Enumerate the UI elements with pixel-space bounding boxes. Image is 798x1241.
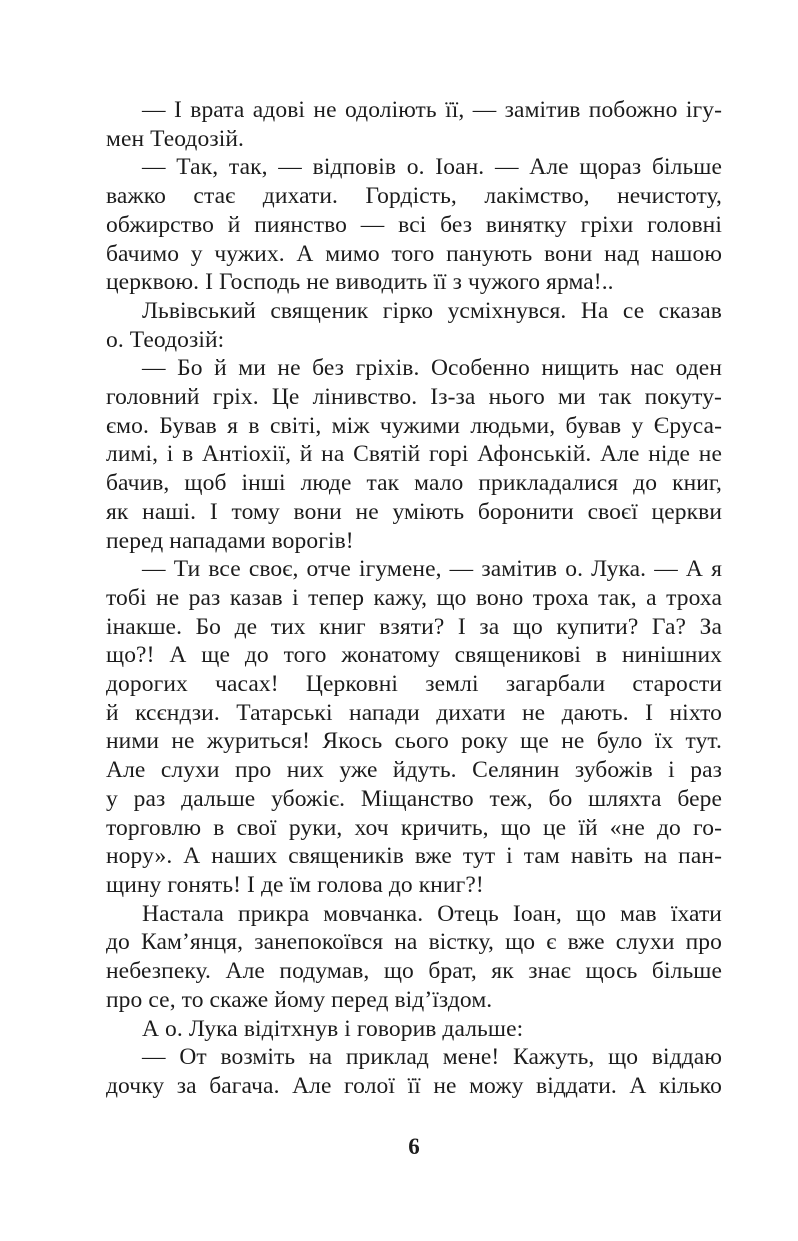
text-line: А о. Лука відітхнув і говорив дальше: [142,1015,524,1042]
text-line: важко стає дихати. Гордість, лакімство, нечистоту, [106,183,722,210]
text-line: й ксєндзи. Татарські напади дихати не дають. І ніхто [106,699,722,726]
text-line: ними не журиться! Якось сього року ще не було їх тут. [106,728,722,755]
text-line: торговлю в свої руки, хоч кричить, що це їй «не до го- [106,814,722,841]
text-line: до Кам’янця, занепокоївся на вістку, що є вже слухи про [106,929,722,956]
text-line: — Ти все своє, отче ігумене, — замітив о. Лука. — А я [142,556,722,583]
text-line: інакше. Бо де тих книг взяти? І за що купити? Га? За [106,613,722,640]
text-line: обжирство й пиянство — всі без винятку гріхи головні [106,211,722,238]
text-line: бачив, щоб інші люде так мало прикладалися до книг, [106,470,722,497]
text-line: нору». А наших священиків вже тут і там навіть на пан- [106,843,722,870]
text-line: церквою. І Господь не виводить її з чужого ярма!.. [106,269,614,296]
text-line: небезпеку. Але подумав, що брат, як знає щось більше [106,958,722,985]
text-line: про се, то скаже йому перед від’їздом. [106,986,493,1013]
text-line: Настала прикра мовчанка. Отець Іоан, що мав їхати [142,900,722,927]
text-line: — От возміть на приклад мене! Кажуть, що віддаю [142,1044,722,1071]
text-line: головний гріх. Це лінивство. Із-за нього ми так покуту- [106,384,722,411]
text-line: дочку за багача. Але голої її не можу віддати. А кілько [106,1072,722,1099]
text-line: Львівський священик гірко усміхнувся. На се сказав [142,297,722,324]
text-line: у раз дальше убожіє. Міщанство теж, бо шляхта бере [106,785,722,812]
text-line: лимі, і в Антіохії, й на Святій горі Афонській. Але ніде не [106,441,722,468]
text-line: о. Теодозій: [106,326,225,353]
text-line: перед нападами ворогів! [106,527,354,554]
text-block [106,96,722,1101]
text-line: Але слухи про них уже йдуть. Селянин зубожів і раз [106,757,722,784]
text-line: мен Теодозій. [106,125,244,152]
text-line: тобі не раз казав і тепер кажу, що воно троха так, а троха [106,584,722,611]
text-line: щину гонять! І де їм голова до книг?! [106,871,484,898]
text-line: ємо. Бував я в світі, між чужими людьми, бував у Єруса- [106,412,722,439]
page-number: 6 [408,1134,420,1159]
text-line: — Бо й ми не без гріхів. Особенно нищить нас оден [142,355,722,382]
text-line: — Так, так, — відповів о. Іоан. — Але щораз більше [142,154,722,181]
text-line: — І врата адові не одоліють її, — замітив побожно ігу- [142,97,722,123]
text-line: бачимо у чужих. А мимо того панують вони над нашою [106,240,722,267]
text-line: дорогих часах! Церковні землі загарбали старости [106,671,722,698]
text-line: як наші. І тому вони не уміють боронити своєї церкви [106,498,722,525]
text-line: що?! А ще до того жонатому священикові в нинішних [106,642,722,669]
